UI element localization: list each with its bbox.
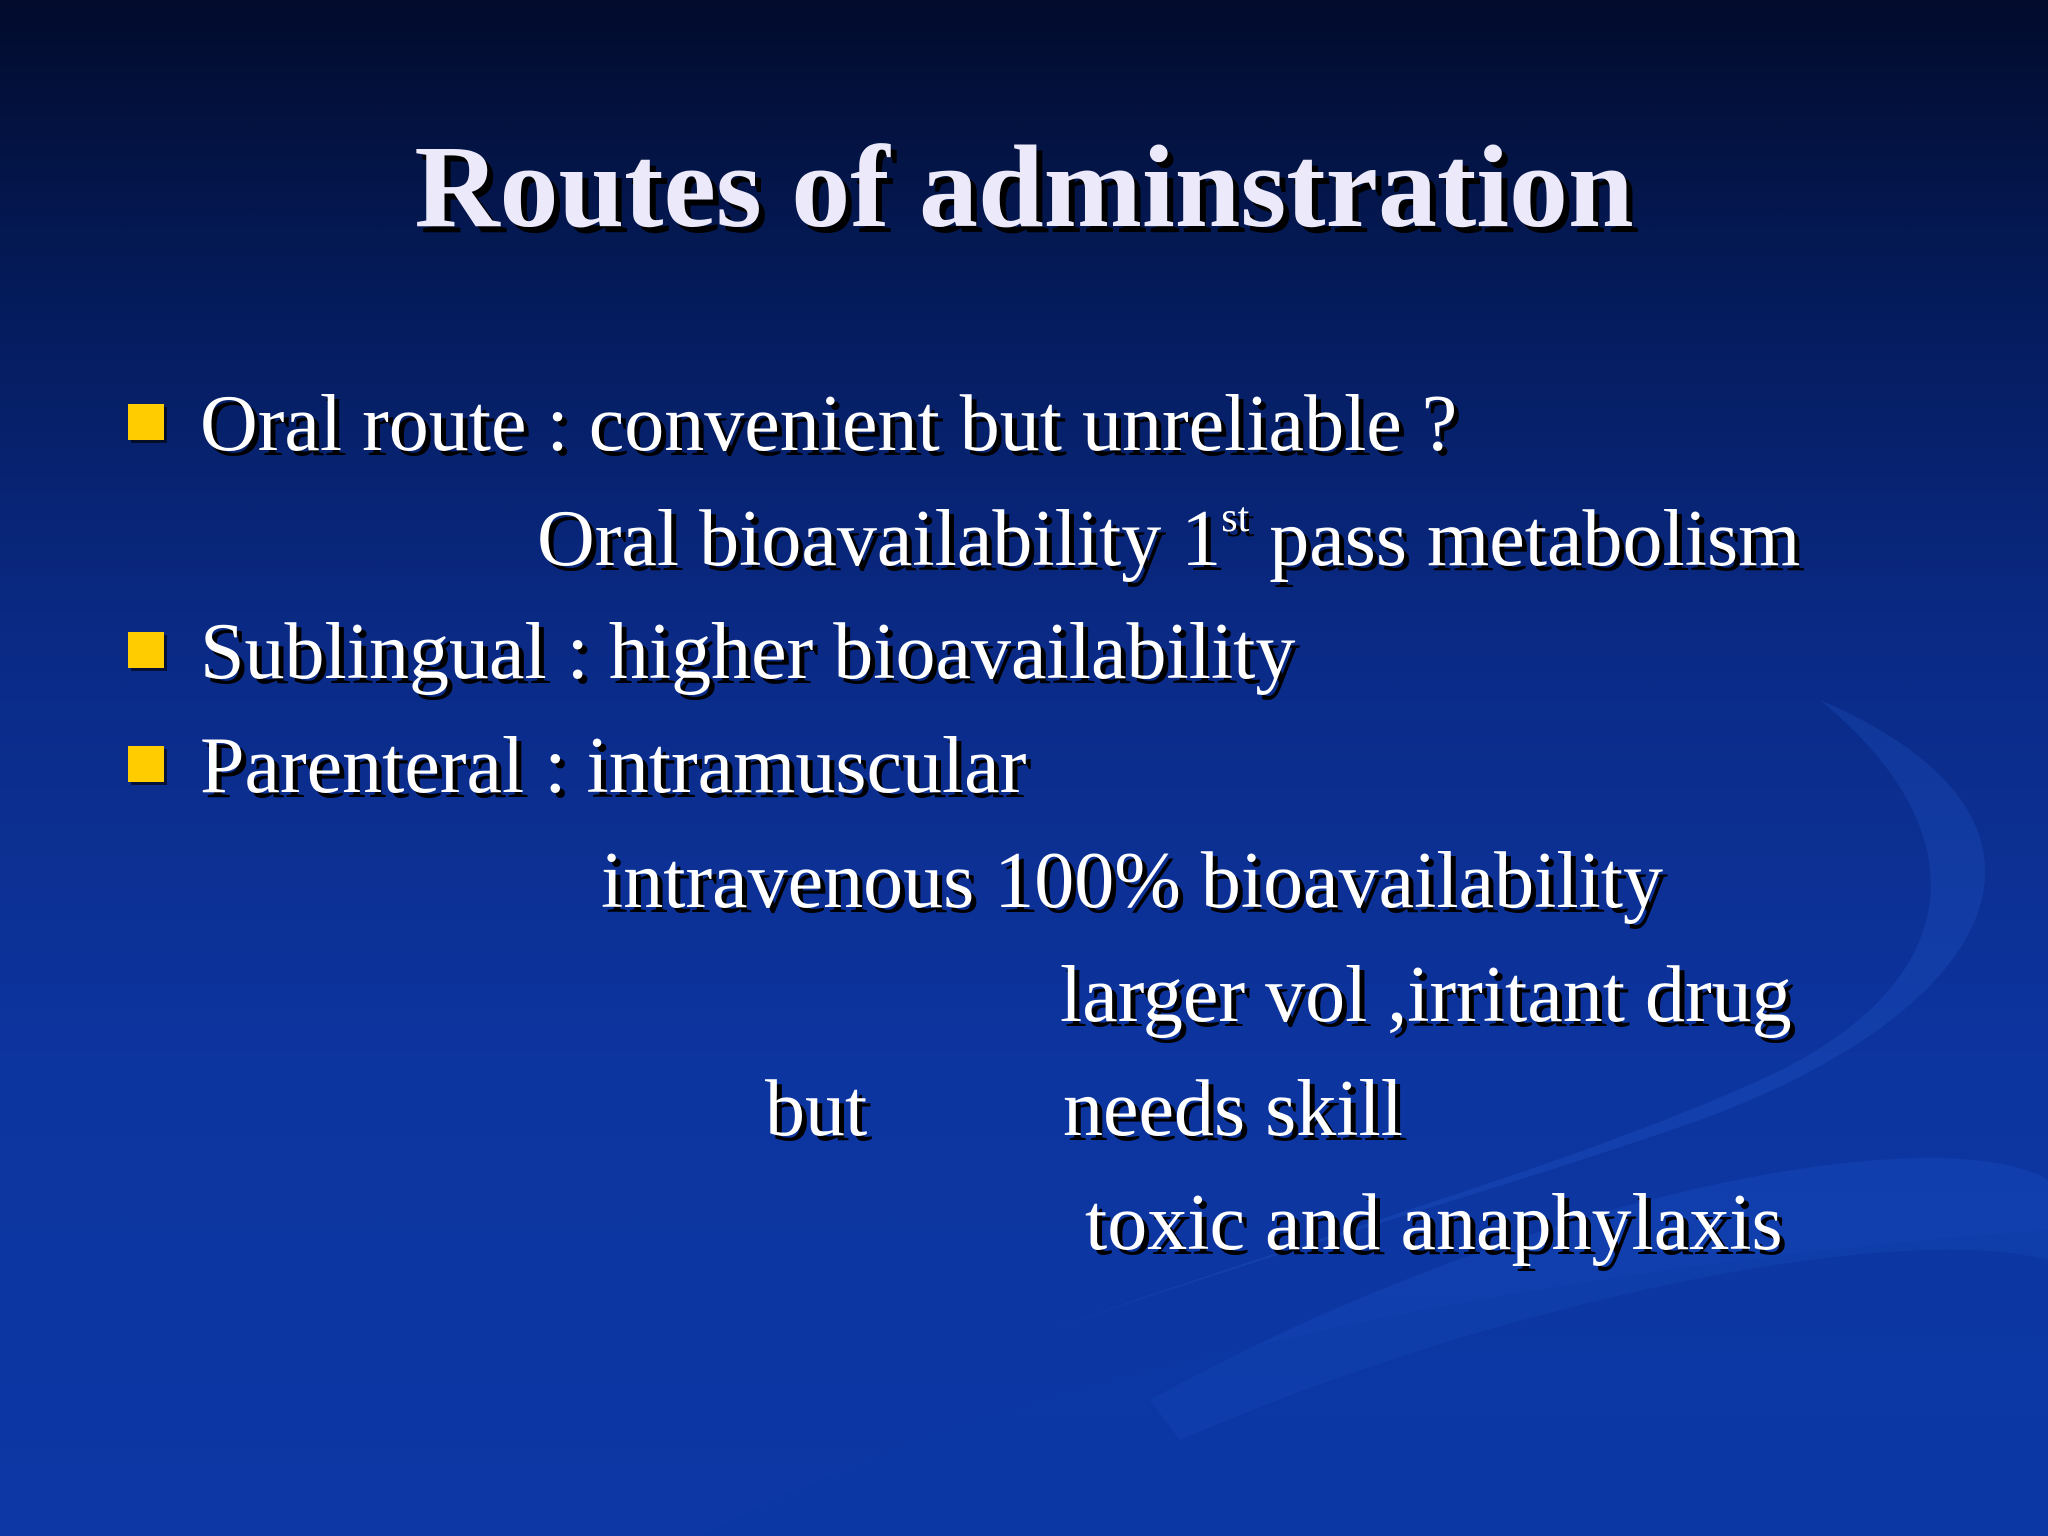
oral-bioavailability-line: [537, 495, 1801, 583]
needs-skill-line: needs skill: [1063, 1065, 1403, 1153]
bullet-text-oral-route: Oral route : convenient but unreliable ?: [200, 380, 1458, 468]
bullet-square-icon: [128, 632, 164, 668]
toxic-line: toxic and anaphylaxis: [1085, 1179, 1783, 1267]
bullet-text-parenteral: Parenteral : intramuscular: [200, 722, 1027, 810]
bullet-square-icon: [128, 404, 164, 440]
oral-bioavailability-text: Oral bioavailability 1: [537, 495, 1222, 583]
bullet-text-sublingual: Sublingual : higher bioavailability: [200, 608, 1296, 696]
first-pass-text: pass metabolism: [1249, 495, 1801, 583]
ordinal-suffix: st: [1221, 495, 1250, 541]
bullet-square-icon: [128, 746, 164, 782]
but-label: but: [765, 1065, 868, 1153]
larger-volume-line: larger vol ,irritant drug: [1060, 951, 1792, 1039]
slide-title: Routes of adminstration: [414, 121, 1634, 252]
intravenous-line: intravenous 100% bioavailability: [601, 837, 1663, 925]
